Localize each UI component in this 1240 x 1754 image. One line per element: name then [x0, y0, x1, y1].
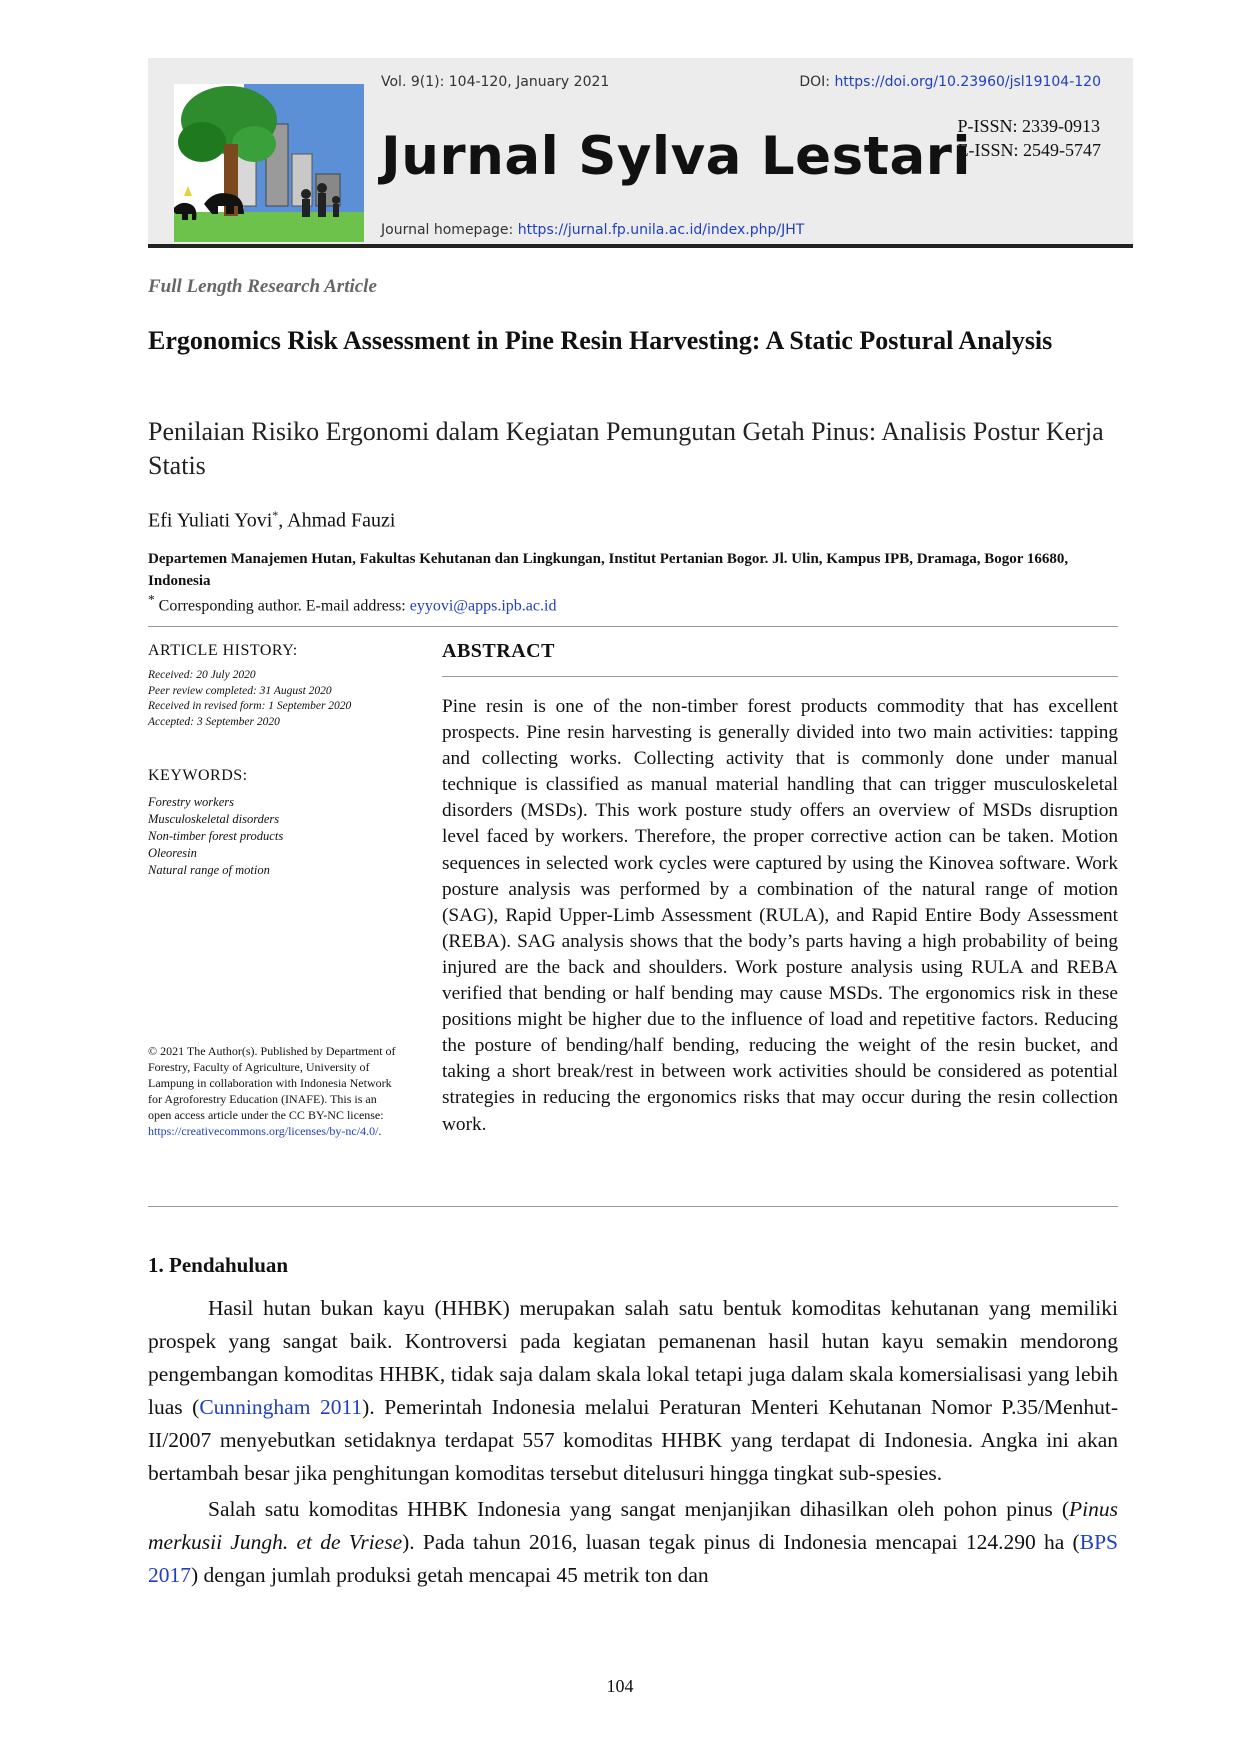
keywords-list: [148, 794, 283, 879]
abstract-title: ABSTRACT: [442, 640, 555, 662]
paragraph: [148, 1493, 1118, 1592]
volume-info: Vol. 9(1): 104-120, January 2021: [381, 74, 610, 90]
license-text: © 2021 The Author(s). Published by Department of Forestry, Faculty of Agriculture, University of Lampung in collaboration with Indonesia Network for Agroforestry Education (INAFE). This is an open access article under the CC BY-NC license:: [148, 1044, 396, 1122]
section-body: [148, 1292, 1118, 1595]
homepage-label: Journal homepage:: [381, 222, 518, 238]
issn-block: [958, 114, 1102, 162]
species-name: Pinus merkusii Jungh. et de Vriese: [148, 1497, 1118, 1554]
paragraph: [148, 1292, 1118, 1490]
license-notice: [148, 1043, 398, 1139]
corr-email-link[interactable]: eyyovi@apps.ipb.ac.id: [409, 597, 557, 615]
abstract-divider: [442, 676, 1118, 677]
divider: [148, 1206, 1118, 1207]
author-2: , Ahmad Fauzi: [278, 509, 396, 532]
keyword: Non-timber forest products: [148, 829, 284, 843]
article-history: [148, 668, 351, 730]
page-number: 104: [606, 1676, 634, 1696]
history-revised: Received in revised form: 1 September 2020: [148, 700, 352, 712]
divider: [148, 626, 1118, 627]
license-link[interactable]: https://creativecommons.org/licenses/by-nc/4.0/: [148, 1124, 379, 1138]
keyword: Oleoresin: [148, 846, 197, 860]
authors: [148, 508, 396, 533]
article-type: Full Length Research Article: [148, 276, 377, 297]
keywords-title: KEYWORDS:: [148, 767, 248, 784]
author-1: Efi Yuliati Yovi: [148, 509, 273, 532]
p1-text-b: ). Pemerintah Indonesia melalui Peraturan Menteri Kehutanan Nomor P.35/Menhut-II/2007 menyebutkan setidaknya terdapat 557 komoditas HHBK yang terdapat di Indonesia. Angka ini akan bertambah besar jika penghitungan komoditas tersebut ditelusuri hingga tingkat sub-spesies.: [148, 1395, 1118, 1485]
history-review: Peer review completed: 31 August 2020: [148, 684, 332, 697]
corr-star: *: [148, 592, 155, 607]
homepage-link[interactable]: https://jurnal.fp.unila.ac.id/index.php/JHT: [517, 222, 805, 238]
p1-text-a: Hasil hutan bukan kayu (HHBK) merupakan salah satu bentuk komoditas kehutanan yang memiliki prospek yang sangat baik. Kontroversi pada kegiatan pemanenan hasil hutan kayu semakin mendorong pengembangan komoditas HHBK, tidak saja dalam skala lokal tetapi juga dalam skala komersialisasi yang lebih luas (: [148, 1296, 1118, 1419]
corr-label: Corresponding author. E-mail address:: [154, 597, 410, 615]
keyword: Natural range of motion: [148, 863, 270, 877]
article-title: Ergonomics Risk Assessment in Pine Resin Harvesting: A Static Postural Analysis: [148, 326, 1053, 355]
journal-homepage: [381, 222, 804, 238]
history-accepted: Accepted: 3 September 2020: [148, 715, 280, 728]
doi: [799, 74, 1101, 90]
journal-header: [148, 58, 1133, 248]
tree-elephant-city-logo: [174, 84, 364, 242]
history-received: Received: 20 July 2020: [148, 669, 256, 681]
citation-link[interactable]: Cunningham 2011: [199, 1395, 363, 1419]
p2-text-c: ) dengan jumlah produksi getah mencapai 45 metrik ton dan: [191, 1563, 709, 1587]
citation-link[interactable]: BPS 2017: [148, 1530, 1118, 1587]
p-issn: P-ISSN: 2339-0913: [957, 116, 1101, 136]
corresponding-mark: *: [272, 508, 279, 522]
affiliation: Departemen Manajemen Hutan, Fakultas Kehutanan dan Lingkungan, Institut Pertanian Bogor. Jl. Ulin, Kampus IPB, Dramaga, Bogor 16680, Indonesia: [148, 551, 1069, 589]
doi-label: DOI:: [799, 74, 835, 90]
e-issn: E-ISSN: 2549-5747: [957, 140, 1101, 160]
keyword: Forestry workers: [148, 795, 234, 809]
article-subtitle: Penilaian Risiko Ergonomi dalam Kegiatan Pemungutan Getah Pinus: Analisis Postur Kerja Statis: [148, 417, 1104, 480]
corresponding-author: [148, 592, 556, 615]
keyword: Musculoskeletal disorders: [148, 812, 280, 826]
history-title: ARTICLE HISTORY:: [148, 642, 298, 659]
abstract-text: Pine resin is one of the non-timber forest products commodity that has excellent prospects. Pine resin harvesting is generally divided into two main activities: tapping and collecting works. Collecting activity that is commonly done under manual technique is classified as manual material handling that can trigger musculoskeletal disorders (MSDs). This work posture study offers an overview of MSDs disruption level faced by workers. Therefore, the proper corrective action can be taken. Motion sequences in selected work cycles were captured by using the Kinovea software. Work posture analysis was performed by a combination of the natural range of motion (SAG), Rapid Upper-Limb Assessment (RULA), and Rapid Entire Body Assessment (REBA). SAG analysis shows that the body’s parts having a high probability of being injured are the back and shoulders. Work posture analysis using RULA and REBA verified that bending or half bending may cause MSDs. The ergonomics risk in these positions might be higher due to the influence of load and repetitive factors. Reducing the posture of bending/half bending, reducing the weight of the resin bucket, and taking a short break/rest in between work activities should be considered as potential strategies in reducing the ergonomics risks that may occur during the resin collection work.: [442, 696, 1118, 1135]
license-end: .: [378, 1124, 382, 1138]
journal-title: Jurnal Sylva Lestari: [381, 126, 972, 187]
p2-text-b: ). Pada tahun 2016, luasan tegak pinus di Indonesia mencapai 124.290 ha (: [402, 1530, 1080, 1554]
doi-link[interactable]: https://doi.org/10.23960/jsl19104-120: [834, 74, 1101, 90]
section-heading: 1. Pendahuluan: [148, 1253, 289, 1277]
p2-text-a: Salah satu komoditas HHBK Indonesia yang sangat menjanjikan dihasilkan oleh pohon pinus (: [208, 1497, 1070, 1521]
